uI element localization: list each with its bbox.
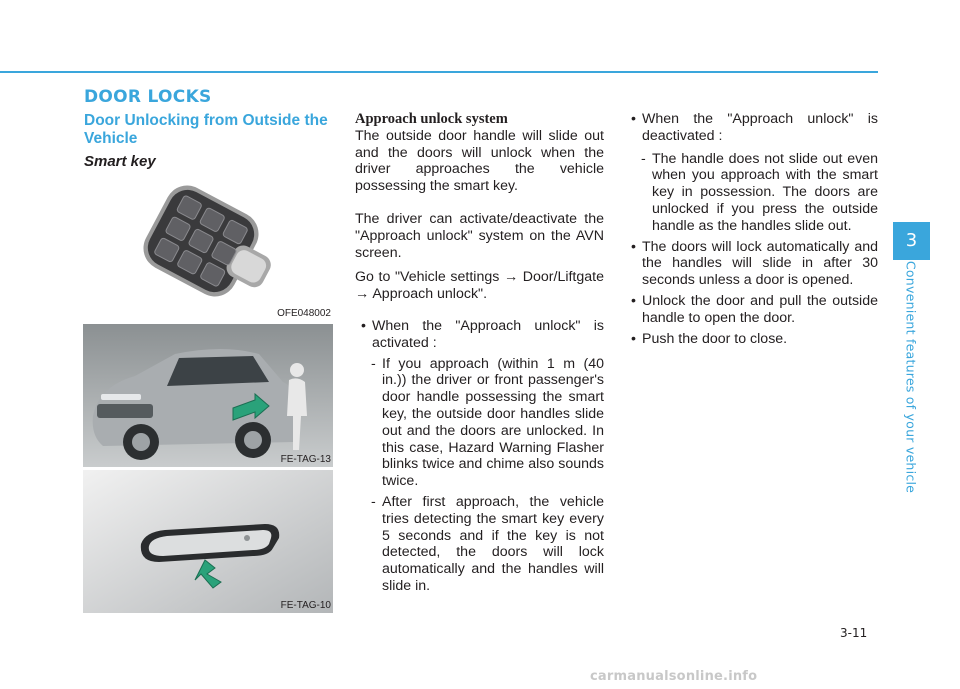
page-number: 3-11	[840, 626, 868, 640]
top-rule	[0, 71, 878, 73]
vehicle-approach-figure	[83, 324, 333, 467]
door-handle-icon	[83, 470, 333, 613]
approach-unlock-title: Approach unlock system	[355, 111, 508, 127]
page-heading: Door Unlocking from Outside the Vehicle	[84, 112, 328, 147]
subheading: Smart key	[84, 153, 156, 170]
bullet-item: • Unlock the door and pull the outside handle to open the door.	[625, 293, 878, 327]
chapter-title: Convenient features of your vehicle	[903, 260, 919, 494]
dash-item: - After first approach, the vehicle tries detecting the smart key every 5 seconds and if the key is not detected, the doors will lock automatically and the handles will slide in.	[355, 494, 604, 595]
bullet-item: • The doors will lock automatically and the handles will slide in after 30 seconds unless a door is opened.	[625, 239, 878, 289]
figure-code: OFE048002	[277, 308, 331, 319]
paragraph: The driver can activate/deactivate the "Approach unlock" system on the AVN screen.	[355, 210, 604, 261]
smart-key-figure	[83, 176, 333, 321]
figure-code: FE-TAG-10	[280, 600, 331, 611]
bullet-item: • When the "Approach unlock" is activated :	[355, 318, 604, 352]
watermark: carmanualsonline.info	[590, 669, 758, 684]
dash-item: - The handle does not slide out even when you approach with the smart key in possession. The doors are unlocked if you press the outside handle as the handles slide out.	[625, 151, 878, 235]
dash-item: - If you approach (within 1 m (40 in.)) the driver or front passenger's door handle possessing the smart key, the outside door handles slide out and the doors are unlocked. In this case, Hazard Warning Flasher blinks twice and chime also sounds twice.	[355, 356, 604, 490]
paragraph: Go to "Vehicle settings → Door/Liftgate → Approach unlock".	[355, 269, 604, 303]
smart-key-icon	[83, 176, 333, 321]
approach-unlock-column	[355, 111, 604, 595]
door-handle-figure	[83, 470, 333, 613]
paragraph: The outside door handle will slide out and the doors will unlock when the driver approaches the vehicle possessing the smart key.	[355, 127, 604, 195]
figure-code: FE-TAG-13	[280, 454, 331, 465]
vehicle-approach-icon	[83, 324, 333, 467]
bullet-item: • Push the door to close.	[625, 331, 878, 348]
deactivated-column	[625, 111, 878, 347]
section-title: DOOR LOCKS	[84, 87, 212, 107]
bullet-item: • When the "Approach unlock" is deactivated :	[625, 111, 878, 145]
chapter-tab: 3	[893, 222, 930, 260]
